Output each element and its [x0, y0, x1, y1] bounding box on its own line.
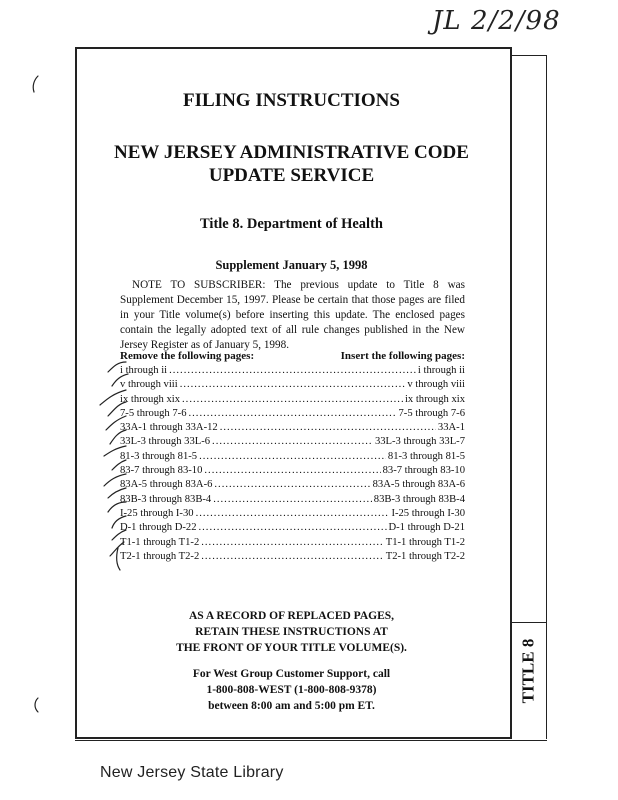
remove-header: Remove the following pages: — [120, 350, 255, 362]
list-item: I-25 through I-30 ..... I-25 through I-30 — [120, 507, 465, 521]
supplement-date: Supplement January 5, 1998 — [215, 258, 368, 272]
list-item: 81-3 through 81-5 ..... 81-3 through 81-5 — [120, 450, 465, 464]
record-line-1: AS A RECORD OF REPLACED PAGES, — [188, 610, 395, 622]
heading-line-1: NEW JERSEY ADMINISTRATIVE CODE — [114, 142, 469, 163]
record-line-2: RETAIN THESE INSTRUCTIONS AT — [195, 626, 388, 638]
list-item: T1-1 through T1-2 ..... T1-1 through T1-2 — [120, 536, 465, 550]
note-text: The previous update to Title 8 was Supplement December 15, 1997. Please be certain that those pages are filed in your Title volume(s) before inserting this update. The enclosed pages contain the legally adopted text of all rule changes published in the New Jersey Register as of January 5, 1998. — [120, 279, 465, 351]
heading-line-2: UPDATE SERVICE — [208, 165, 375, 186]
list-item: i through ii ..... i through ii — [120, 364, 465, 378]
list-item: T2-1 through T2-2 ..... T2-1 through T2-2 — [120, 550, 465, 564]
library-stamp: New Jersey State Library — [100, 764, 284, 781]
list-item: 7-5 through 7-6 ..... 7-5 through 7-6 — [120, 407, 465, 421]
subtitle: Title 8. Department of Health — [200, 216, 383, 232]
list-item: 83A-5 through 83A-6 ..... 83A-5 through 83A-6 — [120, 478, 465, 492]
handwritten-initials-date: JL 2/2/98 — [432, 6, 561, 36]
list-item: v through viii ..... v through viii — [120, 378, 465, 392]
list-item: 83-7 through 83-10 ..... 83-7 through 83-10 — [120, 464, 465, 478]
list-item: ix through xix ..... ix through xix — [120, 393, 465, 407]
support-line-1: For West Group Customer Support, call — [192, 668, 391, 680]
record-line-3: THE FRONT OF YOUR TITLE VOLUME(S). — [176, 642, 407, 654]
tab-label: TITLE 8 — [518, 638, 538, 704]
list-item: 83B-3 through 83B-4 ..... 83B-3 through 83B-4 — [120, 493, 465, 507]
list-item: 33A-1 through 33A-12 ..... 33A-1 — [120, 421, 465, 435]
support-line-3: between 8:00 am and 5:00 pm ET. — [208, 700, 375, 712]
note-lead: NOTE TO SUBSCRIBER: — [132, 279, 266, 291]
list-item: 33L-3 through 33L-6 ..... 33L-3 through 33L-7 — [120, 435, 465, 449]
page-title: FILING INSTRUCTIONS — [183, 90, 400, 111]
list-item: D-1 through D-22 ..... D-1 through D-21 — [120, 521, 465, 535]
insert-header: Insert the following pages: — [340, 350, 465, 362]
support-line-2: 1-800-808-WEST (1-800-808-9378) — [206, 684, 377, 696]
